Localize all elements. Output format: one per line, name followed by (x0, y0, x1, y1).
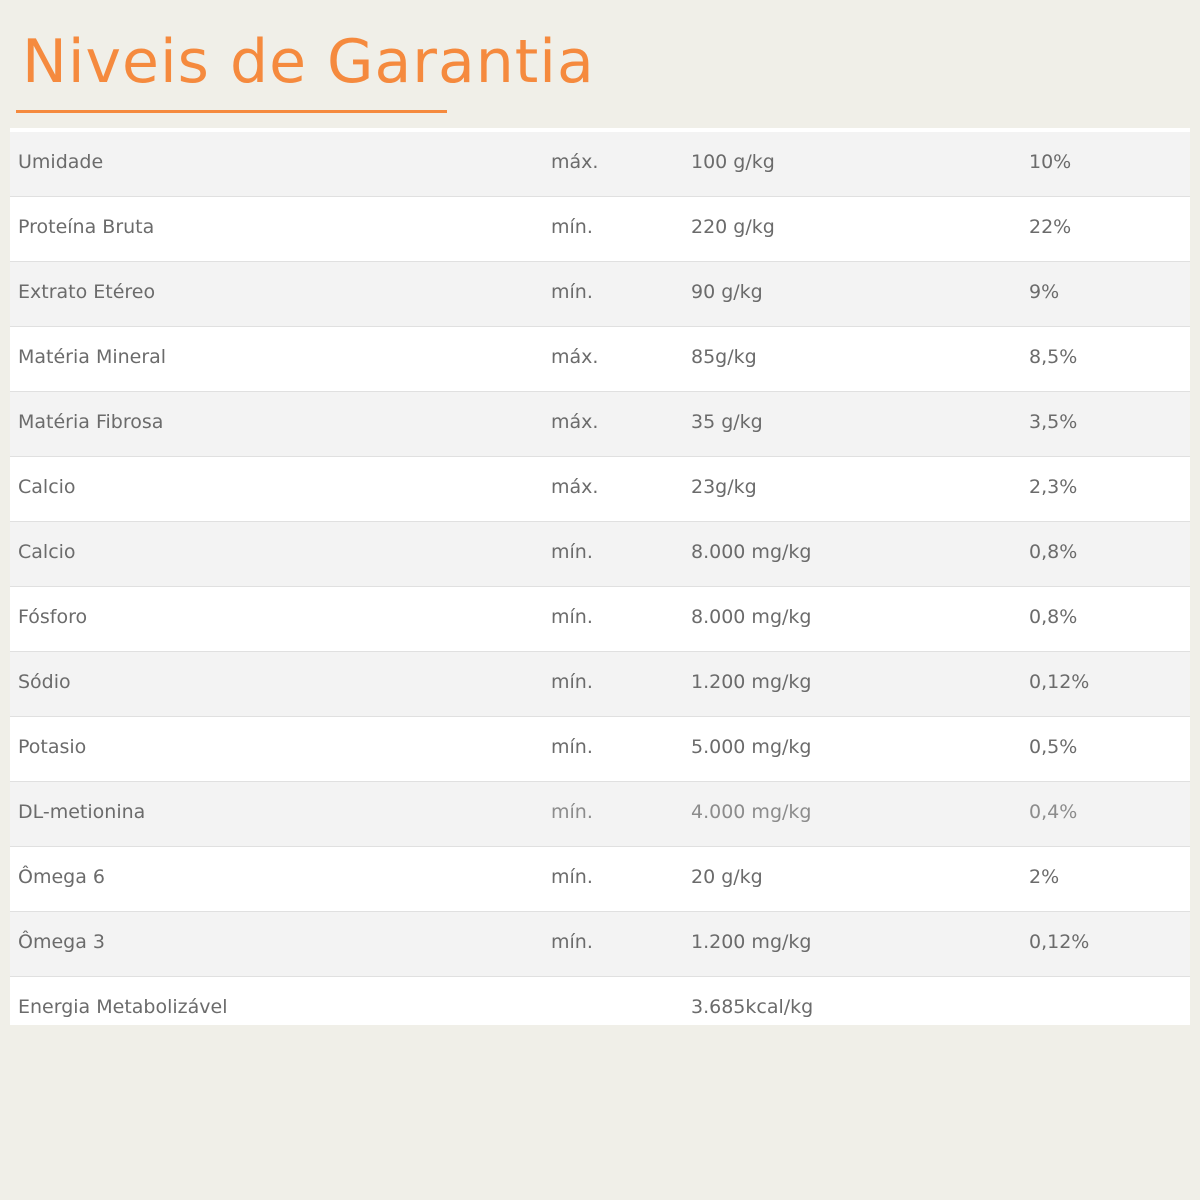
amount-value: 100 g/kg (691, 151, 775, 173)
table-row (10, 912, 1190, 977)
table-row (10, 782, 1190, 847)
amount-value: 23g/kg (691, 476, 757, 498)
nutrient-name: Extrato Etéreo (18, 281, 156, 303)
percentage-value: 0,8% (1029, 541, 1078, 563)
percentage-value: 0,5% (1029, 736, 1078, 758)
amount-value: 8.000 mg/kg (691, 606, 812, 628)
limit-type: máx. (551, 476, 599, 498)
table-row (10, 847, 1190, 912)
amount-value: 35 g/kg (691, 411, 763, 433)
nutrient-name: Ômega 6 (18, 866, 105, 888)
percentage-value: 8,5% (1029, 346, 1078, 368)
limit-type: mín. (551, 866, 593, 888)
nutrient-name: Calcio (18, 541, 76, 563)
percentage-value: 9% (1029, 281, 1060, 303)
percentage-value: 0,8% (1029, 606, 1078, 628)
limit-type: mín. (551, 281, 593, 303)
page-title: Niveis de Garantia (22, 27, 595, 97)
percentage-value: 0,12% (1029, 931, 1090, 953)
table-row (10, 132, 1190, 197)
percentage-value: 2% (1029, 866, 1060, 888)
nutrient-name: DL-metionina (18, 801, 146, 823)
limit-type: mín. (551, 541, 593, 563)
title-underline (16, 110, 447, 113)
table-row (10, 392, 1190, 457)
limit-type: mín. (551, 801, 593, 823)
limit-type: máx. (551, 411, 599, 433)
table-row (10, 587, 1190, 652)
nutrient-name: Ômega 3 (18, 931, 105, 953)
percentage-value: 0,12% (1029, 671, 1090, 693)
percentage-value: 22% (1029, 216, 1072, 238)
table-row (10, 717, 1190, 782)
percentage-value: 2,3% (1029, 476, 1078, 498)
table-row (10, 457, 1190, 522)
table-row (10, 522, 1190, 587)
table-row (10, 197, 1190, 262)
table-row (10, 652, 1190, 717)
nutrient-name: Proteína Bruta (18, 216, 155, 238)
table-row (10, 327, 1190, 392)
percentage-value: 3,5% (1029, 411, 1078, 433)
table-row (10, 977, 1190, 1025)
amount-value: 5.000 mg/kg (691, 736, 812, 758)
limit-type: máx. (551, 346, 599, 368)
nutrient-name: Sódio (18, 671, 71, 693)
nutrient-name: Energia Metabolizável (18, 996, 228, 1018)
guarantee-table (10, 128, 1190, 1025)
amount-value: 1.200 mg/kg (691, 671, 812, 693)
limit-type: máx. (551, 151, 599, 173)
amount-value: 90 g/kg (691, 281, 763, 303)
nutrient-name: Calcio (18, 476, 76, 498)
amount-value: 8.000 mg/kg (691, 541, 812, 563)
nutrient-name: Potasio (18, 736, 87, 758)
amount-value: 3.685kcal/kg (691, 996, 814, 1018)
table-row (10, 262, 1190, 327)
amount-value: 4.000 mg/kg (691, 801, 812, 823)
limit-type: mín. (551, 736, 593, 758)
percentage-value: 0,4% (1029, 801, 1078, 823)
limit-type: mín. (551, 671, 593, 693)
nutrient-name: Fósforo (18, 606, 88, 628)
percentage-value: 10% (1029, 151, 1072, 173)
nutrient-name: Matéria Fibrosa (18, 411, 164, 433)
amount-value: 1.200 mg/kg (691, 931, 812, 953)
amount-value: 220 g/kg (691, 216, 775, 238)
limit-type: mín. (551, 931, 593, 953)
nutrient-name: Matéria Mineral (18, 346, 167, 368)
limit-type: mín. (551, 606, 593, 628)
nutrient-name: Umidade (18, 151, 104, 173)
amount-value: 20 g/kg (691, 866, 763, 888)
limit-type: mín. (551, 216, 593, 238)
amount-value: 85g/kg (691, 346, 757, 368)
